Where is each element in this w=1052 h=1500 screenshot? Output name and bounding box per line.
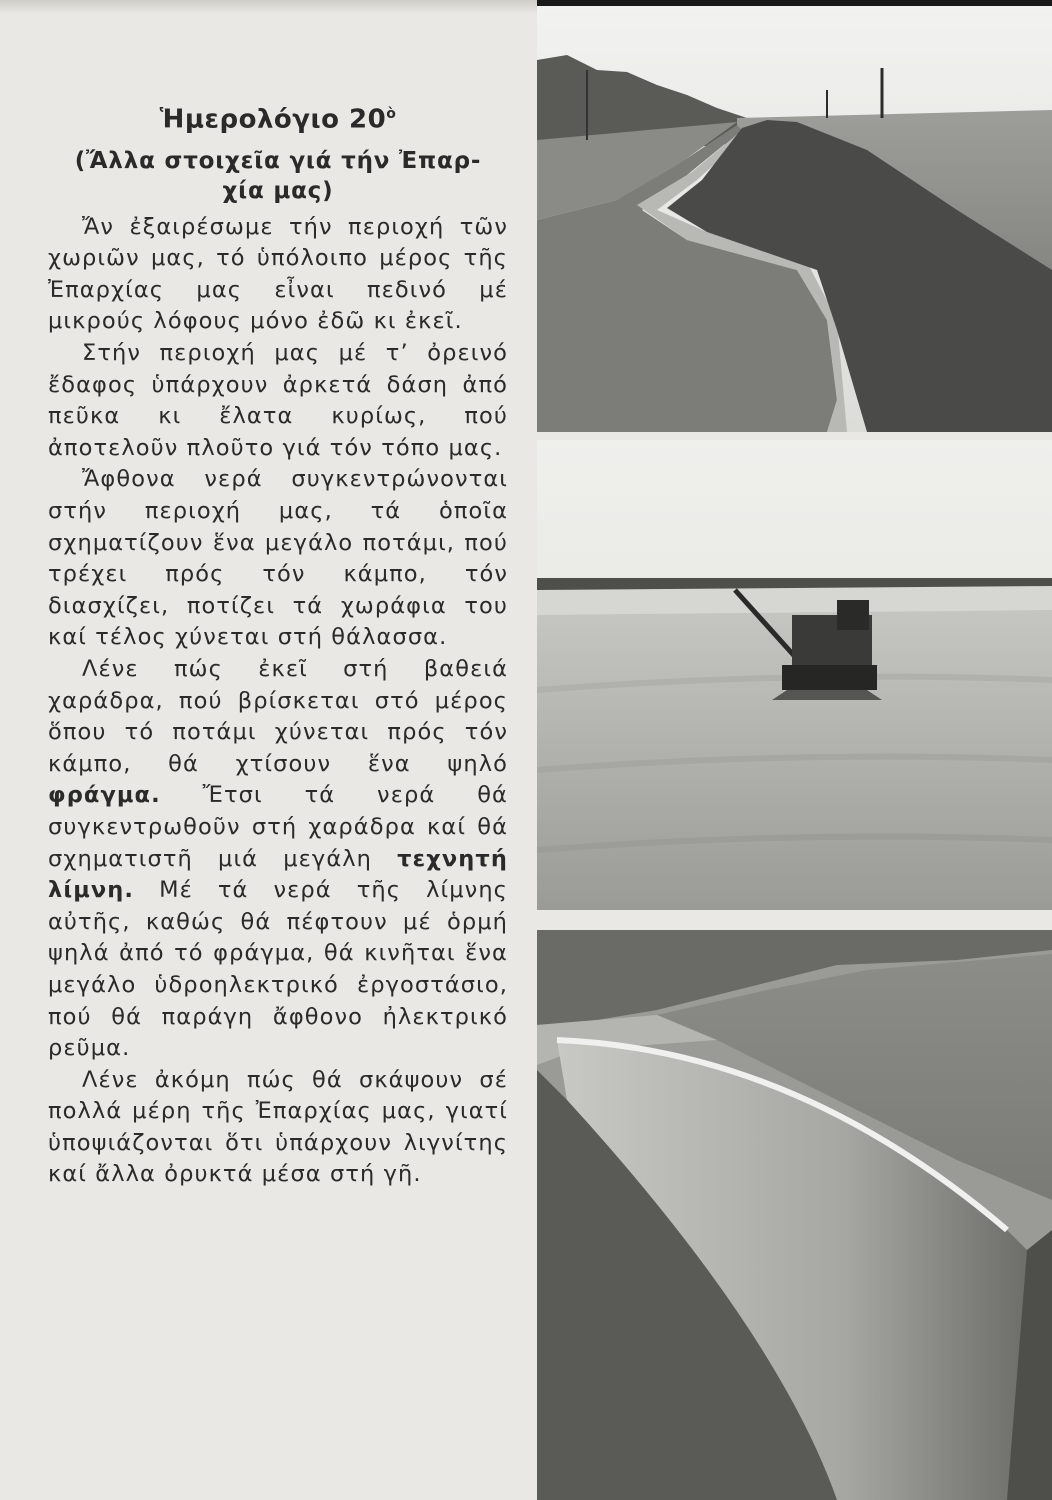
page-edge-shadow [0, 0, 540, 14]
page-subtitle [48, 146, 508, 206]
dam-lake-photo [537, 930, 1052, 1500]
paragraph-1: Ἄν ἐξαιρέσωμε τήν περιοχή τῶν χωριῶν μας, τό ὑπόλοιπο μέρος τῆς Ἐπαρχίας μας εἶναι πεδινό μέ μικρούς λόφους μόνο ἐδῶ κι ἐκεῖ. [48, 213, 508, 335]
paragraph-3: Ἄφθονα νερά συγκεντρώνονται στήν περιοχή μας, τά ὁποῖα σχηματίζουν ἕνα μεγάλο ποτάμι, πού τρέχει πρός τόν κάμπο, τόν διασχίζει, ποτίζει τά χωράφια του καί τέλος χύνεται στή θάλασσα. [48, 466, 508, 651]
harvester-field-photo [537, 440, 1052, 910]
subtitle-line-1: (Ἄλλα στοιχεῖα γιά τήν Ἐπαρ- [74, 147, 482, 174]
paragraph-5: Λένε ἀκόμη πώς θά σκάψουν σέ πολλά μέρη τῆς Ἐπαρχίας μας, γιατί ὑποψιάζονται ὅτι ὑπάρχουν λιγνίτης καί ἄλλα ὀρυκτά μέσα στή γῆ. [48, 1066, 508, 1188]
bold-term-artificial-lake: τεχνητή λίμνη. [48, 845, 508, 904]
photo-column [537, 0, 1052, 1500]
paragraph-2: Στήν περιοχή μας μέ τ’ ὀρεινό ἔδαφος ὑπάρχουν ἀρκετά δάση ἀπό πεῦκα κι ἔλατα κυρίως, πού ἀποτελοῦν πλοῦτο γιά τόν τόπο μας. [48, 340, 508, 461]
bold-term-dam: φράγμα. [48, 782, 161, 809]
road-canal-photo [537, 0, 1052, 432]
article-text-column [48, 98, 508, 1191]
page-title: Ἡμερολόγιο $20^ὸ$ [159, 104, 397, 135]
subtitle-line-2: χία μας) [222, 177, 334, 204]
paragraph-4: Λένε πώς ἐκεῖ στή βαθειά χαράδρα, πού βρίσκεται στό μέρος ὅπου τό ποτάμι χύνεται πρός τόν κάμπο, θά χτίσουν ἕνα ψηλό φράγμα. Ἔτσι τά νερά θά συγκεντρωθοῦν στή χαράδρα καί θά σχηματιστῆ μιά μεγάλη τεχνητή λίμνη. Μέ τά νερά τῆς λίμνης αὐτῆς, καθώς θά πέφτουν μέ ὁρμή ψηλά ἀπό τό φράγμα, θά κινῆται ἕνα μεγάλο ὑδροηλεκτρικό ἐργοστάσιο, πού θά παράγη ἄφθονο ἠλεκτρικό ρεῦμα. [48, 655, 508, 1062]
